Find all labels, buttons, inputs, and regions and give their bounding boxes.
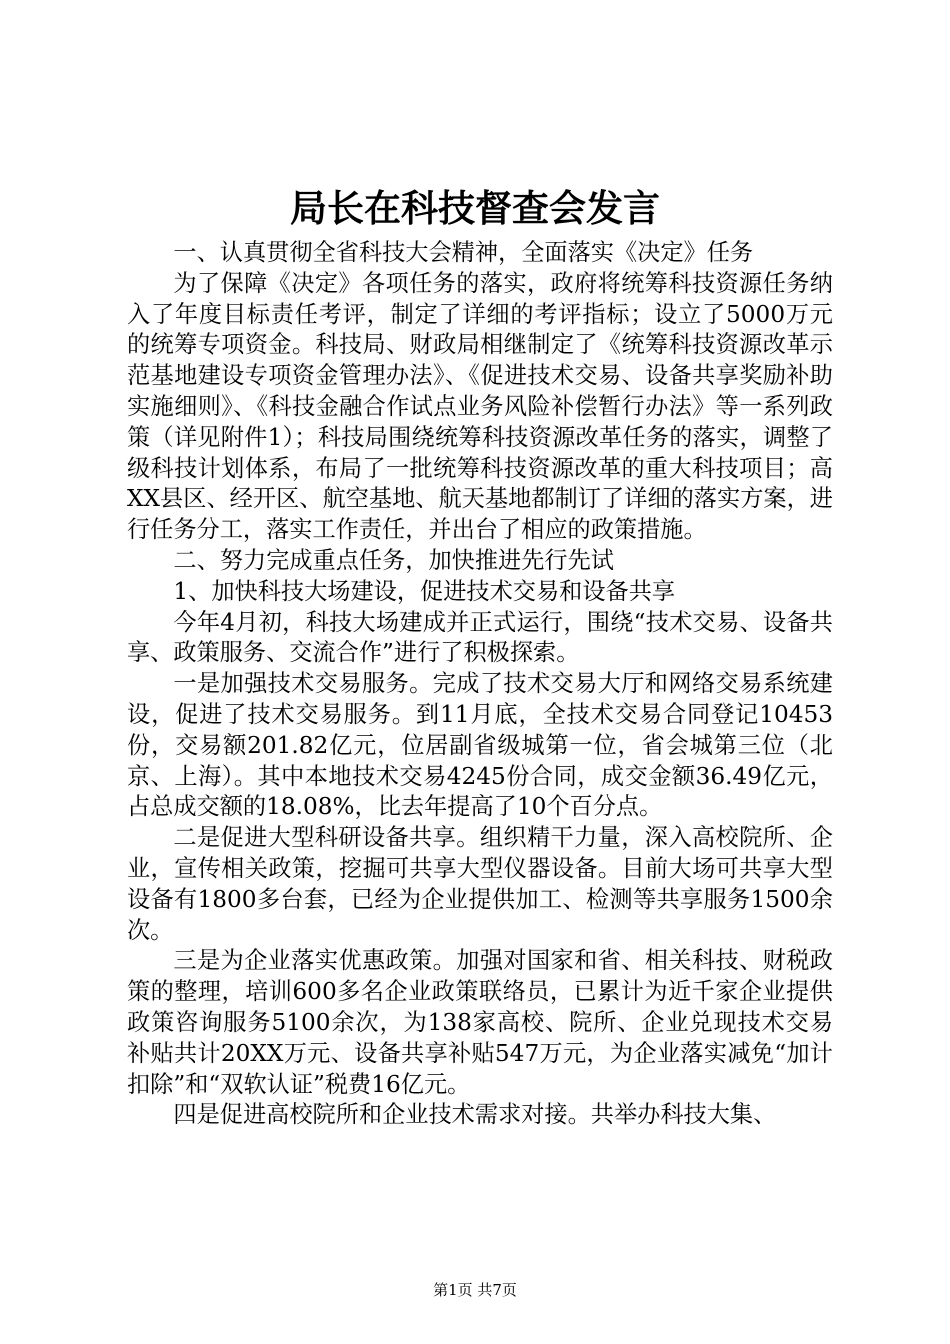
document-title: 局长在科技督查会发言 bbox=[290, 186, 660, 230]
paragraph: 四是促进高校院所和企业技术需求对接。共举办科技大集、 bbox=[173, 1101, 777, 1129]
page-footer: 第1页 共7页 bbox=[433, 1281, 517, 1299]
paragraph: 1、加快科技大场建设，促进技术交易和设备共享 bbox=[173, 577, 676, 605]
paragraph: 一、认真贯彻全省科技大会精神，全面落实《决定》任务 bbox=[173, 239, 754, 266]
paragraph: 一是加强技术交易服务。完成了技术交易大厅和网络交易系统建设，促进了技术交易服务。到11月底，全技术交易合同登记10453份，交易额201.82亿元，位居副省级城第一位，省会城第三位（北京、上海）。其中本地技术交易4245份合同，成交金额36.49亿元，占总成交额的18.08%，比去年提高了10个百分点。 bbox=[127, 670, 833, 821]
document-body bbox=[127, 238, 833, 1131]
paragraph: 三是为企业落实优惠政策。加强对国家和省、相关科技、财税政策的整理，培训600多名企业政策联络员，已累计为近千家企业提供政策咨询服务5100余次，为138家高校、院所、企业兑现技术交易补贴共计20XX万元、设备共享补贴547万元，为企业落实减免“加计扣除”和“双软认证”税费16亿元。 bbox=[127, 947, 833, 1098]
paragraph: 为了保障《决定》各项任务的落实，政府将统筹科技资源任务纳入了年度目标责任考评，制定了详细的考评指标；设立了5000万元的统筹专项资金。科技局、财政局相继制定了《统筹科技资源改革示范基地建设专项资金管理办法》、《促进技术交易、设备共享奖励补助实施细则》、《科技金融合作试点业务风险补偿暂行办法》等一系列政策（详见附件1）；科技局围绕统筹科技资源改革任务的落实，调整了级科技计划体系，布局了一批统筹科技资源改革的重大科技项目；高XX县区、经开区、航空基地、航天基地都制订了详细的落实方案，进行任务分工，落实工作责任，并出台了相应的政策措施。 bbox=[127, 269, 833, 544]
paragraph: 二是促进大型科研设备共享。组织精干力量，深入高校院所、企业，宣传相关政策，挖掘可共享大型仪器设备。目前大场可共享大型设备有1800多台套，已经为企业提供加工、检测等共享服务1500余次。 bbox=[127, 824, 833, 944]
paragraph: 二、努力完成重点任务，加快推进先行先试 bbox=[173, 546, 614, 574]
paragraph: 今年4月初，科技大场建成并正式运行，围绕“技术交易、设备共享、政策服务、交流合作”进行了积极探索。 bbox=[127, 608, 833, 667]
